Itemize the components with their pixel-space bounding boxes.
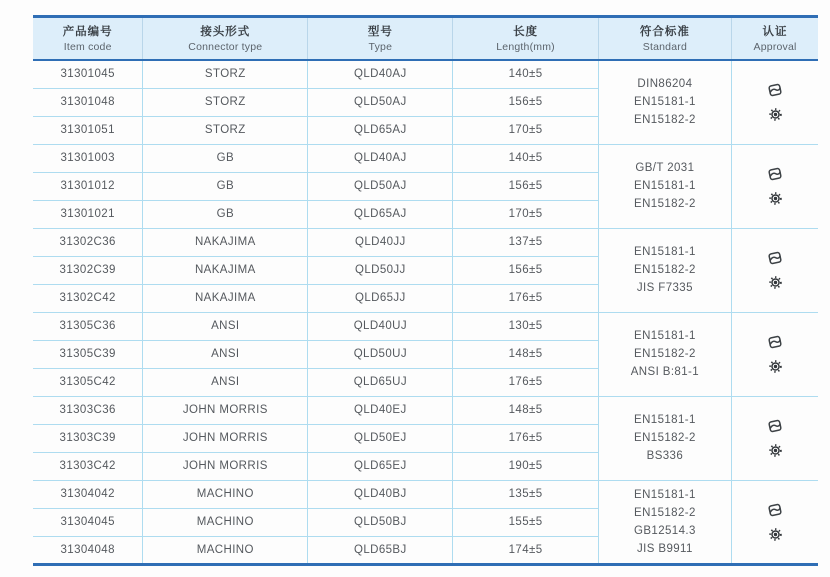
column-header-connector-type — [143, 17, 308, 61]
item-code-cell: 31304045 — [33, 508, 143, 536]
standard-line: EN15181-1 — [634, 246, 696, 258]
type-cell: QLD50JJ — [308, 256, 453, 284]
column-header-type — [308, 17, 453, 61]
connector-type-cell: MACHINO — [143, 536, 308, 564]
column-header-en-label: Standard — [642, 41, 687, 53]
standard-line: EN15182-2 — [634, 198, 696, 210]
connector-type-cell: ANSI — [143, 340, 308, 368]
certification-seal-icon — [768, 359, 783, 374]
connector-type-cell: NAKAJIMA — [143, 256, 308, 284]
type-approval-mark-icon — [766, 166, 784, 182]
standard-line: EN15181-1 — [634, 180, 696, 192]
length-cell: 174±5 — [453, 536, 598, 564]
type-cell: QLD65AJ — [308, 200, 453, 228]
approval-cell — [732, 60, 818, 144]
standard-cell — [598, 396, 731, 480]
item-code-cell: 31304042 — [33, 480, 143, 508]
length-cell: 156±5 — [453, 172, 598, 200]
item-code-cell: 31301048 — [33, 88, 143, 116]
column-header-zh-label: 接头形式 — [200, 26, 251, 38]
column-header-zh-label: 认证 — [762, 26, 788, 38]
type-approval-mark-icon — [766, 502, 784, 518]
approval-cell — [732, 396, 818, 480]
length-cell: 140±5 — [453, 144, 598, 172]
column-header-approval — [732, 17, 818, 61]
approval-icon-stack — [734, 418, 816, 458]
certification-seal-icon — [768, 443, 783, 458]
type-cell: QLD40UJ — [308, 312, 453, 340]
connector-type-cell: STORZ — [143, 60, 308, 88]
table-row — [33, 312, 818, 340]
product-table — [33, 15, 818, 566]
item-code-cell: 31303C39 — [33, 424, 143, 452]
approval-cell — [732, 144, 818, 228]
standard-cell — [598, 312, 731, 396]
approval-icon-stack — [734, 250, 816, 290]
connector-type-cell: NAKAJIMA — [143, 284, 308, 312]
type-cell: QLD65BJ — [308, 536, 453, 564]
standard-cell — [598, 144, 731, 228]
approval-cell — [732, 480, 818, 564]
column-header-zh-label: 长度 — [513, 26, 539, 38]
standard-line: ANSI B:81-1 — [630, 366, 700, 378]
item-code-cell: 31302C42 — [33, 284, 143, 312]
length-cell: 148±5 — [453, 340, 598, 368]
length-cell: 156±5 — [453, 256, 598, 284]
item-code-cell: 31305C36 — [33, 312, 143, 340]
item-code-cell: 31305C39 — [33, 340, 143, 368]
connector-type-cell: MACHINO — [143, 508, 308, 536]
item-code-cell: 31304048 — [60, 543, 115, 556]
type-cell: QLD40JJ — [308, 228, 453, 256]
connector-type-cell: GB — [143, 144, 308, 172]
standard-line: JIS B9911 — [636, 542, 693, 555]
type-cell: QLD65AJ — [308, 116, 453, 144]
type-cell: QLD50UJ — [308, 340, 453, 368]
certification-seal-icon — [768, 275, 783, 290]
length-cell: 140±5 — [453, 60, 598, 88]
standard-line: EN15182-2 — [634, 114, 696, 127]
column-header-zh-label: 产品编号 — [62, 26, 113, 38]
table-row — [33, 396, 818, 424]
column-header-en-label: Connector type — [188, 41, 263, 53]
column-header-length — [453, 17, 598, 61]
length-cell: 176±5 — [453, 368, 598, 396]
standard-line: DIN86204 — [637, 78, 693, 91]
approval-icon-stack — [734, 502, 816, 542]
item-code-cell: 31303C42 — [33, 452, 143, 480]
table-row — [33, 144, 818, 172]
column-header-en-label: Item code — [63, 41, 112, 53]
item-code-cell: 31301012 — [33, 172, 143, 200]
length-cell: 137±5 — [453, 228, 598, 256]
standard-line: EN15182-2 — [634, 264, 696, 276]
length-cell: 130±5 — [453, 312, 598, 340]
standard-cell — [598, 480, 731, 564]
connector-type-cell: ANSI — [143, 368, 308, 396]
type-cell: QLD65JJ — [308, 284, 453, 312]
connector-type-cell: JOHN MORRIS — [143, 424, 308, 452]
standard-line: JIS F7335 — [636, 282, 693, 294]
type-cell: QLD40BJ — [308, 480, 453, 508]
type-cell: QLD65EJ — [308, 452, 453, 480]
type-cell: QLD40AJ — [308, 144, 453, 172]
connector-type-cell: STORZ — [143, 116, 308, 144]
item-code-cell: 31301051 — [33, 116, 143, 144]
approval-icon-stack — [734, 82, 816, 122]
standard-line: EN15181-1 — [634, 488, 696, 501]
table-row — [33, 480, 818, 508]
length-cell: 156±5 — [453, 88, 598, 116]
type-cell: QLD40AJ — [308, 60, 453, 88]
connector-type-cell: STORZ — [143, 88, 308, 116]
type-approval-mark-icon — [766, 418, 784, 434]
type-cell: QLD40EJ — [308, 396, 453, 424]
table-row — [33, 228, 818, 256]
column-header-item-code — [33, 17, 143, 61]
column-header-standard — [598, 17, 731, 61]
item-code-cell: 31301045 — [33, 60, 143, 88]
type-cell: QLD50AJ — [308, 172, 453, 200]
connector-type-cell: GB — [143, 200, 308, 228]
length-cell: 190±5 — [453, 452, 598, 480]
table-header — [33, 17, 818, 61]
column-header-en-label: Type — [368, 41, 393, 53]
approval-cell — [732, 228, 818, 312]
length-cell: 170±5 — [453, 116, 598, 144]
certification-seal-icon — [768, 527, 783, 542]
standard-line: EN15182-2 — [634, 432, 696, 444]
length-cell: 176±5 — [453, 284, 598, 312]
standard-line: GB/T 2031 — [635, 162, 695, 174]
connector-type-cell: JOHN MORRIS — [143, 396, 308, 424]
item-code-cell: 31303C36 — [33, 396, 143, 424]
standard-line: EN15182-2 — [634, 506, 696, 519]
certification-seal-icon — [768, 107, 783, 122]
standard-line: GB12514.3 — [633, 524, 696, 537]
standard-line: BS336 — [646, 450, 684, 462]
standard-cell — [598, 228, 731, 312]
table-row — [33, 60, 818, 88]
connector-type-cell: ANSI — [143, 312, 308, 340]
connector-type-cell: MACHINO — [143, 480, 308, 508]
approval-cell — [732, 312, 818, 396]
standard-line: EN15181-1 — [634, 330, 696, 342]
type-approval-mark-icon — [766, 250, 784, 266]
item-code-cell: 31305C42 — [33, 368, 143, 396]
length-cell: 135±5 — [453, 480, 598, 508]
connector-type-cell: JOHN MORRIS — [143, 452, 308, 480]
type-cell: QLD50BJ — [308, 508, 453, 536]
length-cell: 148±5 — [453, 396, 598, 424]
type-approval-mark-icon — [766, 334, 784, 350]
product-table-body — [33, 60, 818, 564]
approval-icon-stack — [734, 334, 816, 374]
column-header-zh-label: 符合标准 — [639, 26, 690, 38]
standard-line: EN15182-2 — [634, 348, 696, 360]
product-spec-table-container — [33, 15, 818, 566]
column-header-en-label: Approval — [753, 41, 797, 53]
type-cell: QLD50EJ — [308, 424, 453, 452]
standard-line: EN15181-1 — [634, 96, 696, 109]
type-approval-mark-icon — [766, 82, 784, 98]
certification-seal-icon — [768, 191, 783, 206]
header-row — [33, 17, 818, 61]
length-cell: 176±5 — [453, 424, 598, 452]
item-code-cell: 31301003 — [33, 144, 143, 172]
length-cell: 170±5 — [453, 200, 598, 228]
standard-cell — [598, 60, 731, 144]
type-cell: QLD65UJ — [308, 368, 453, 396]
column-header-zh-label: 型号 — [367, 26, 393, 38]
item-code-cell: 31302C36 — [33, 228, 143, 256]
item-code-cell: 31302C39 — [33, 256, 143, 284]
item-code-cell: 31301021 — [33, 200, 143, 228]
approval-icon-stack — [734, 166, 816, 206]
length-cell: 155±5 — [453, 508, 598, 536]
column-header-en-label: Length(mm) — [496, 41, 555, 53]
connector-type-cell: GB — [143, 172, 308, 200]
type-cell: QLD50AJ — [308, 88, 453, 116]
standard-line: EN15181-1 — [634, 414, 696, 426]
connector-type-cell: NAKAJIMA — [143, 228, 308, 256]
